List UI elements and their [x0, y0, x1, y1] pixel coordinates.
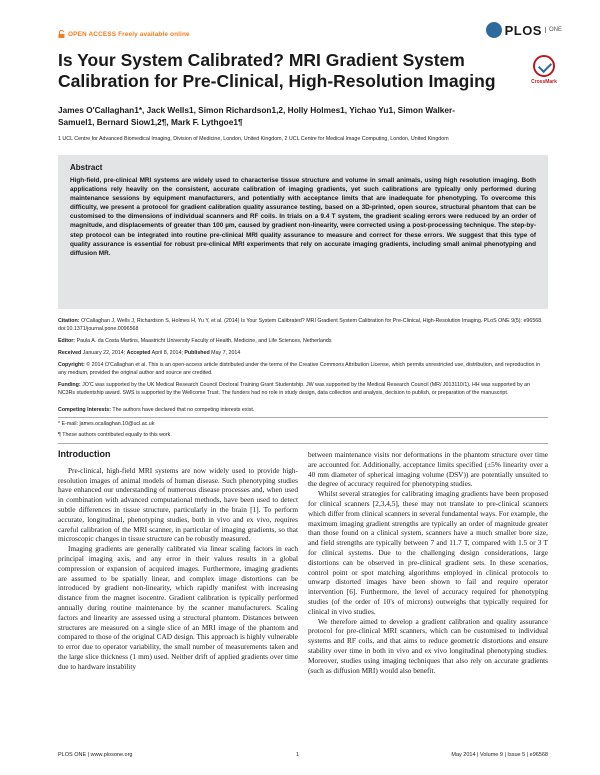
plos-logo-icon — [486, 22, 502, 38]
left-column — [58, 450, 298, 672]
dates — [58, 350, 548, 358]
copyright-label: Copyright: — [58, 362, 85, 368]
competing-interests — [58, 407, 548, 415]
competing-label: Competing Interests: — [58, 407, 111, 413]
body-paragraph: Whilst several strategies for calibrating imaging gradients have been proposed for clinical scanners [2,3,4,5], these may not translate to pre-clinical scanners which differ from clinical scanners in several fundamental ways. For example, the maximum imaging gradient strengths are typically an order of magnitude greater than those found on a clinical system, scanners have a much smaller bore size, and field strengths are typically between 7 and 11.7 T, compared with 1.5 or 3 T for clinical systems. Due to the challenging design considerations, large distortions can be observed in pre-clinical gradient sets. In these scenarios, control point or spot matching algorithms employed in clinical protocols to unwarp distorted images have been shown to fail and require operator intervention [6]. Furthermore, the level of accuracy required for phenotyping studies (of the order of 10's of microns) outweighs that typically required for clinical in vivo studies. — [308, 489, 548, 616]
accepted-date: April 8, 2014; — [151, 350, 183, 356]
journal-logo-text: PLOS — [504, 22, 542, 38]
received-label: Received — [58, 350, 82, 356]
editor — [58, 338, 548, 346]
authors-line-2: Samuel1, Bernard Siow1,2¶, Mark F. Lythgoe1¶ — [58, 117, 243, 127]
page-number: 1 — [296, 752, 300, 758]
authors-line-1: James O'Callaghan1*, Jack Wells1, Simon Richardson1,2, Holly Holmes1, Yichao Yu1, Simon Walker- — [58, 105, 455, 115]
citation-text: O'Callaghan J, Wells J, Richardson S, Holmes H, Yu Y, et al. (2014) Is Your System Calibrated? MRI Gradient System Calibration for Pre-Clinical, High-Resolution Imaging. PLoS ONE 9(5): e96568. doi:10.1371/journal.pone.0096568 — [58, 318, 543, 332]
introduction-heading: Introduction — [58, 449, 111, 459]
body-paragraph: between maintenance visits nor deformations in the phantom structure over time are accounted for. Additionally, acceptance limits specified (±5% linearity over a 40 mm diameter of spherical imaging volume (DSV)) are potentially unsuited to the degree of accuracy required for phenotyping studies. — [308, 450, 548, 489]
received-date: January 22, 2014; — [82, 350, 126, 356]
author-list — [58, 104, 548, 128]
crossmark-label: CrossMark — [531, 79, 557, 85]
article-title: Is Your System Calibrated? MRI Gradient System Calibration for Pre-Clinical, High-Resolution Imaging — [58, 50, 496, 91]
affiliations: 1 UCL Centre for Advanced Biomedical Imaging, Division of Medicine, London, United Kingdom, 2 UCL Centre for Medical Image Computing, London, United Kingdom — [58, 136, 449, 142]
meta-divider — [58, 417, 548, 418]
open-access-text: OPEN ACCESS Freely available online — [68, 30, 190, 38]
editor-label: Editor: — [58, 338, 76, 344]
published-label: Published — [184, 350, 210, 356]
copyright-text: © 2014 O'Callaghan et al. This is an open-access article distributed under the terms of the Creative Commons Attribution License, which permits unrestricted use, distribution, and reproduction in any medium, provided the original author and source are credited. — [58, 362, 541, 376]
abstract-heading: Abstract — [70, 163, 103, 172]
funding-text: JO'C was supported by the UK Medical Research Council Doctoral Training Grant Studentship. JW was supported by the Medical Research Council (MR/ J013110/1). HH was supported by an NC3Rs studentship award. SWS is supported by the Wellcome Trust. The funders had no role in study design, data collection and analysis, decision to publish, or preparation of the manuscript. — [58, 382, 530, 396]
funding-label: Funding: — [58, 382, 81, 388]
crossmark-badge[interactable] — [524, 55, 564, 85]
footer-journal: PLOS ONE | www.plosone.org — [58, 752, 133, 758]
competing-text: The authors have declared that no competing interests exist. — [112, 407, 255, 413]
equal-contribution-note: ¶ These authors contributed equally to this work. — [58, 432, 172, 438]
body-paragraph: Imaging gradients are generally calibrated via linear scaling factors in each principal imaging axis, and any error in their values results in a global compression or expansion of acquired images. Furthermore, imaging gradients are assumed to be spatially linear, and complex image distortions can be introduced by gradient non-linearity, which rapidly manifest with increasing distance from the magnet isocentre. Gradient calibration is typically performed annually during routine maintenance by the scanner manufacturers. Scaling factors and linearity are assessed using a structural phantom. Distances between structures are measured on a single slice of an MRI image of the phantom and compared to those of the original CAD design. This approach is highly vulnerable to error due to operator variability, the small number of measurements taken and the large slice thickness (1 mm) used. Neither drift of applied gradients over time due to hardware instability — [58, 544, 298, 671]
open-access-lock-icon — [58, 30, 65, 38]
email[interactable]: * E-mail: james.ocallaghan.10@ucl.ac.uk — [58, 421, 155, 427]
published-date: May 7, 2014 — [211, 350, 241, 356]
open-access-banner — [58, 30, 190, 38]
body-paragraph: Pre-clinical, high-field MRI systems are now widely used to provide high-resolution images of animal models of human disease. Such phenotyping studies have enhanced our understanding of numerous disease processes and, when used in combination with advanced computational methods, have been used to detect subtle differences in tissue structure, particularly in the brain [1]. To perform accurate, longitudinal, phenotyping studies, both in vivo and ex vivo, requires careful calibration of the MRI scanner, in particular of imaging gradients, so that microscopic changes in tissue structure can be robustly measured. — [58, 465, 298, 544]
abstract-box — [58, 155, 548, 309]
citation — [58, 318, 548, 333]
footer-issue: May 2014 | Volume 9 | Issue 5 | e96568 — [451, 752, 548, 758]
crossmark-icon — [533, 55, 555, 77]
accepted-label: Accepted — [126, 350, 151, 356]
abstract-text: High-field, pre-clinical MRI systems are widely used to characterise tissue structure and volume in small animals, using high resolution imaging. Both applications rely heavily on the consistent, accurate calibration of imaging gradients, yet such calibrations are typically only performed during maintenance sessions by equipment manufacturers, and potentially with acceptance limits that are inadequate for phenotyping. To overcome this difficulty, we present a protocol for gradient calibration quality assurance testing, based on a 3D-printed, open source, structural phantom that can be customised to the dimensions of individual scanners and RF coils. In trials on a 9.4 T system, the gradient scaling errors were reduced by an order of magnitude, and displacements of greater than 100 µm, caused by gradient non-linearity, were corrected using a post-processing technique. The step-by-step protocol can be integrated into routine pre-clinical MRI quality assurance to measure and correct for these errors. We suggest that this type of quality assurance is essential for robust pre-clinical MRI experiments that rely on accurate imaging gradients, including small animal phenotyping and diffusion MR. — [70, 177, 536, 257]
journal-logo — [486, 22, 562, 38]
body-paragraph: We therefore aimed to develop a gradient calibration and quality assurance protocol for pre-clinical MRI scanners, which can be customised to individual systems and RF coils, and that aims to reduce geometric distortions and ensure stability over time in both in vivo and ex vivo longitudinal phenotyping studies. Moreover, studies using imaging techniques that also rely on accurate gradients (such as diffusion MRI) would also benefit. — [308, 616, 548, 675]
copyright — [58, 362, 548, 377]
funding — [58, 382, 548, 397]
right-column — [308, 450, 548, 675]
journal-logo-sub: ONE — [545, 27, 562, 33]
citation-label: Citation: — [58, 318, 80, 324]
body-divider — [58, 443, 548, 444]
editor-text: Paula A. da Costa Martins, Maastricht University Faculty of Health, Medicine, and Life Sciences, Netherlands — [76, 338, 332, 344]
